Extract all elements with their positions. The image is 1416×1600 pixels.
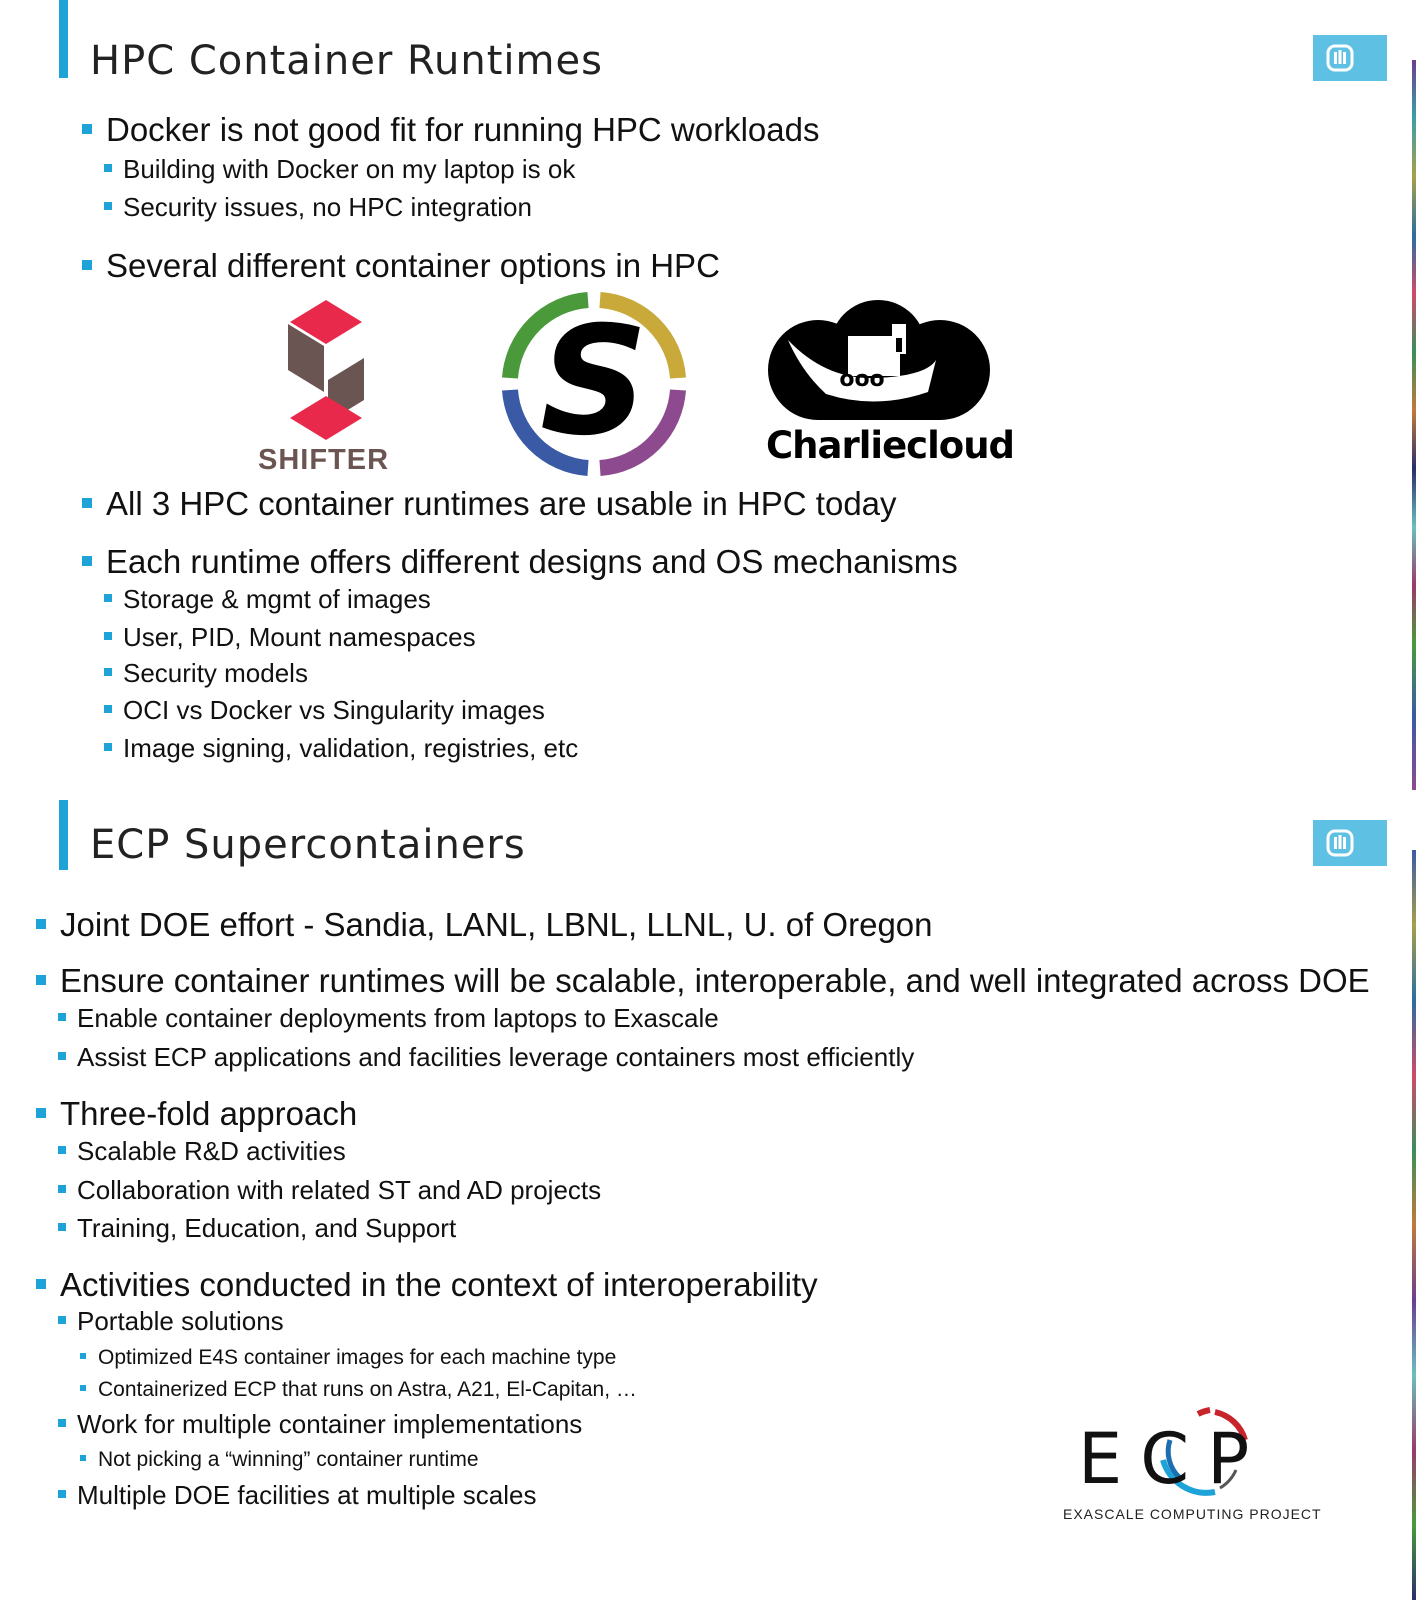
ecp-letters: ECP [1078,1418,1268,1500]
sandia-logo-box [1313,35,1387,81]
bullet-marker [104,705,112,713]
sub-sub-bullet-e4s: Optimized E4S container images for each machine type [80,1347,616,1368]
charliecloud-cloud-icon [766,300,996,425]
bullet-options: Several different container options in HPC [82,249,720,282]
sub-bullet-training: Training, Education, and Support [58,1215,456,1241]
sub-sub-bullet-containerized: Containerized ECP that runs on Astra, A21, El-Capitan, … [80,1379,637,1400]
bullet-marker [104,632,112,640]
singularity-ring-icon [500,290,688,478]
singularity-letter: S [539,295,649,469]
sub-bullet-security: Security issues, no HPC integration [104,194,532,220]
title-accent-bar [59,0,68,78]
shifter-mark-icon [258,300,393,440]
bullet-marker [104,164,112,172]
bullet-marker [36,975,46,985]
bullet-usable: All 3 HPC container runtimes are usable in HPC today [82,487,897,520]
bullet-marker [80,1353,86,1359]
bullet-marker [104,668,112,676]
ecp-logo [1060,1400,1330,1530]
slide-title: ECP Supercontainers [90,822,526,868]
bullet-marker [58,1052,66,1060]
bullet-marker [104,743,112,751]
bullet-marker [82,260,92,270]
bullet-marker [58,1490,66,1498]
sub-bullet-security-models: Security models [104,660,308,686]
sub-bullet-images: OCI vs Docker vs Singularity images [104,697,545,723]
charliecloud-portholes: ooo [839,367,885,392]
sub-bullet-signing: Image signing, validation, registries, etc [104,735,578,761]
shifter-wordmark: SHIFTER [258,444,390,476]
bullet-marker [58,1013,66,1021]
bullet-marker [104,594,112,602]
slide-ecp-supercontainers [0,790,1416,1600]
sandia-thunderbird-icon [1326,829,1354,857]
bullet-designs: Each runtime offers different designs and OS mechanisms [82,545,958,578]
singularity-logo [500,290,688,478]
sub-bullet-namespaces: User, PID, Mount namespaces [104,624,476,650]
bullet-marker [58,1223,66,1231]
bullet-activities: Activities conducted in the context of interoperability [36,1268,818,1301]
ecp-tagline: EXASCALE COMPUTING PROJECT [1063,1506,1322,1522]
bullet-marker [36,919,46,929]
sub-sub-bullet-not-picking: Not picking a “winning” container runtime [80,1449,479,1470]
bullet-marker [58,1146,66,1154]
sandia-thunderbird-icon [1326,44,1354,72]
right-edge-stripe [1412,850,1416,1600]
bullet-marker [80,1385,86,1391]
right-edge-stripe [1412,60,1416,790]
sandia-logo-box [1313,820,1387,866]
bullet-marker [58,1316,66,1324]
bullet-docker: Docker is not good fit for running HPC workloads [82,113,820,146]
bullet-marker [80,1455,86,1461]
bullet-marker [82,556,92,566]
title-accent-bar [59,800,68,870]
sub-bullet-storage: Storage & mgmt of images [104,586,431,612]
bullet-joint-doe: Joint DOE effort - Sandia, LANL, LBNL, LLNL, U. of Oregon [36,908,933,941]
bullet-marker [82,498,92,508]
charliecloud-logo [766,300,1015,468]
sub-bullet-rnd: Scalable R&D activities [58,1138,346,1164]
sub-bullet-collaboration: Collaboration with related ST and AD projects [58,1177,601,1203]
sub-bullet-multiple-implementations: Work for multiple container implementations [58,1411,582,1437]
slide-title: HPC Container Runtimes [90,38,603,84]
bullet-ensure: Ensure container runtimes will be scalable, interoperable, and well integrated across DOE [36,964,1370,997]
bullet-marker [36,1108,46,1118]
bullet-marker [58,1419,66,1427]
sub-bullet-portable: Portable solutions [58,1308,284,1334]
sub-bullet-laptop: Building with Docker on my laptop is ok [104,156,575,182]
bullet-marker [58,1185,66,1193]
bullet-marker [36,1279,46,1289]
sub-bullet-assist: Assist ECP applications and facilities leverage containers most efficiently [58,1044,914,1070]
shifter-logo [258,300,393,478]
bullet-three-fold: Three-fold approach [36,1097,357,1130]
bullet-marker [82,124,92,134]
bullet-marker [104,202,112,210]
sub-bullet-laptops: Enable container deployments from laptops to Exascale [58,1005,719,1031]
charliecloud-wordmark: Charliecloud [766,424,1015,467]
slide-hpc-container-runtimes [0,0,1416,790]
sub-bullet-facilities: Multiple DOE facilities at multiple scales [58,1482,537,1508]
